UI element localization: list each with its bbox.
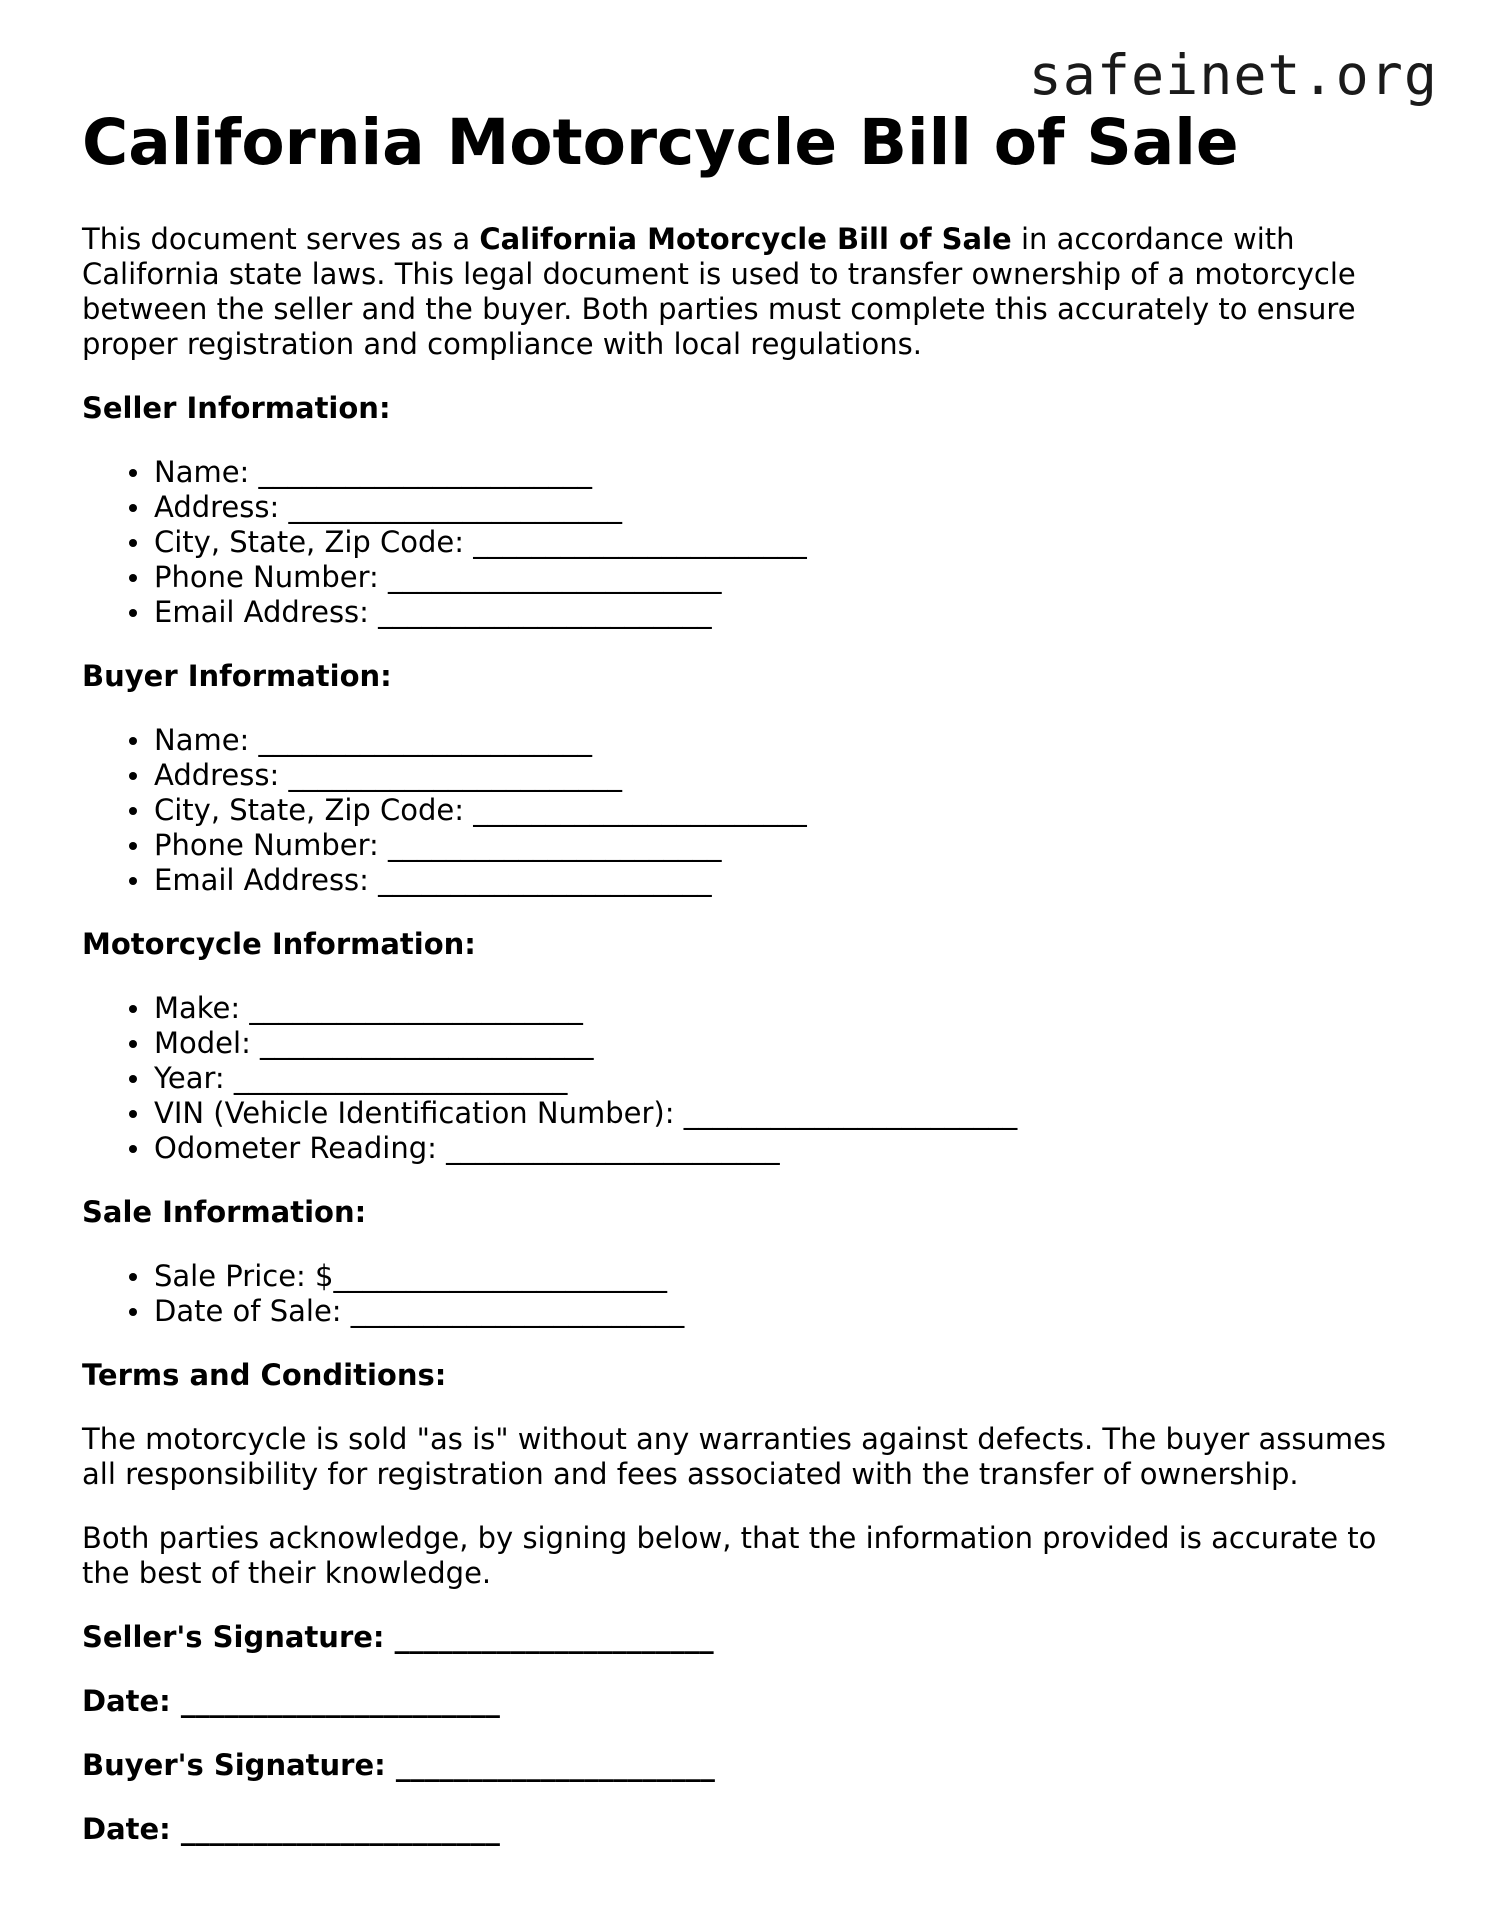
document-page (82, 108, 1412, 1847)
motorcycle-model-field[interactable]: Model: _______________________ (154, 1026, 1412, 1061)
seller-date-line[interactable]: Date: ______________________ (82, 1684, 500, 1719)
intro-text-before: This document serves as a (82, 222, 480, 257)
sale-field-list (82, 1259, 1412, 1329)
buyer-address-field[interactable]: Address: _______________________ (154, 758, 1412, 793)
terms-section-heading: Terms and Conditions: (82, 1358, 447, 1393)
seller-email-field[interactable]: Email Address: _______________________ (154, 595, 1412, 630)
buyer-section-heading: Buyer Information: (82, 659, 392, 694)
motorcycle-section-heading: Motorcycle Information: (82, 927, 476, 962)
site-watermark: safeinet.org (1028, 43, 1438, 107)
seller-name-field[interactable]: Name: _______________________ (154, 455, 1412, 490)
sale-price-field[interactable]: Sale Price: $_______________________ (154, 1259, 1412, 1294)
seller-field-list (82, 455, 1412, 630)
buyer-phone-field[interactable]: Phone Number: _______________________ (154, 828, 1412, 863)
terms-paragraph-as-is: The motorcycle is sold "as is" without any warranties against defects. The buyer assumes all responsibility for registration and fees associated with the transfer of ownership. (82, 1422, 1387, 1492)
buyer-city-state-zip-field[interactable]: City, State, Zip Code: _______________________ (154, 793, 1412, 828)
seller-city-state-zip-field[interactable]: City, State, Zip Code: _______________________ (154, 525, 1412, 560)
motorcycle-vin-field[interactable]: VIN (Vehicle Identification Number): _______________________ (154, 1096, 1412, 1131)
sale-date-field[interactable]: Date of Sale: _______________________ (154, 1294, 1412, 1329)
motorcycle-make-field[interactable]: Make: _______________________ (154, 991, 1412, 1026)
seller-section-heading: Seller Information: (82, 391, 391, 426)
intro-text-bold: California Motorcycle Bill of Sale (479, 222, 1012, 257)
buyer-name-field[interactable]: Name: _______________________ (154, 723, 1412, 758)
buyer-signature-line[interactable]: Buyer's Signature: ______________________ (82, 1748, 715, 1783)
sale-section-heading: Sale Information: (82, 1195, 367, 1230)
intro-text-after: in accordance with California state laws. This legal document is used to transfer ownership of a motorcycle between the seller and the buyer. Both parties must complete this accurately to ensure proper registration and compliance with local regulations. (82, 222, 1356, 362)
document-title: California Motorcycle Bill of Sale (82, 106, 1239, 179)
intro-paragraph (82, 222, 1412, 362)
seller-signature-line[interactable]: Seller's Signature: ______________________ (82, 1620, 714, 1655)
motorcycle-year-field[interactable]: Year: _______________________ (154, 1061, 1412, 1096)
terms-paragraph-acknowledge: Both parties acknowledge, by signing below, that the information provided is accurate to the best of their knowledge. (82, 1521, 1377, 1591)
motorcycle-odometer-field[interactable]: Odometer Reading: _______________________ (154, 1131, 1412, 1166)
seller-phone-field[interactable]: Phone Number: _______________________ (154, 560, 1412, 595)
motorcycle-field-list (82, 991, 1412, 1166)
buyer-field-list (82, 723, 1412, 898)
buyer-email-field[interactable]: Email Address: _______________________ (154, 863, 1412, 898)
buyer-date-line[interactable]: Date: ______________________ (82, 1812, 500, 1847)
seller-address-field[interactable]: Address: _______________________ (154, 490, 1412, 525)
